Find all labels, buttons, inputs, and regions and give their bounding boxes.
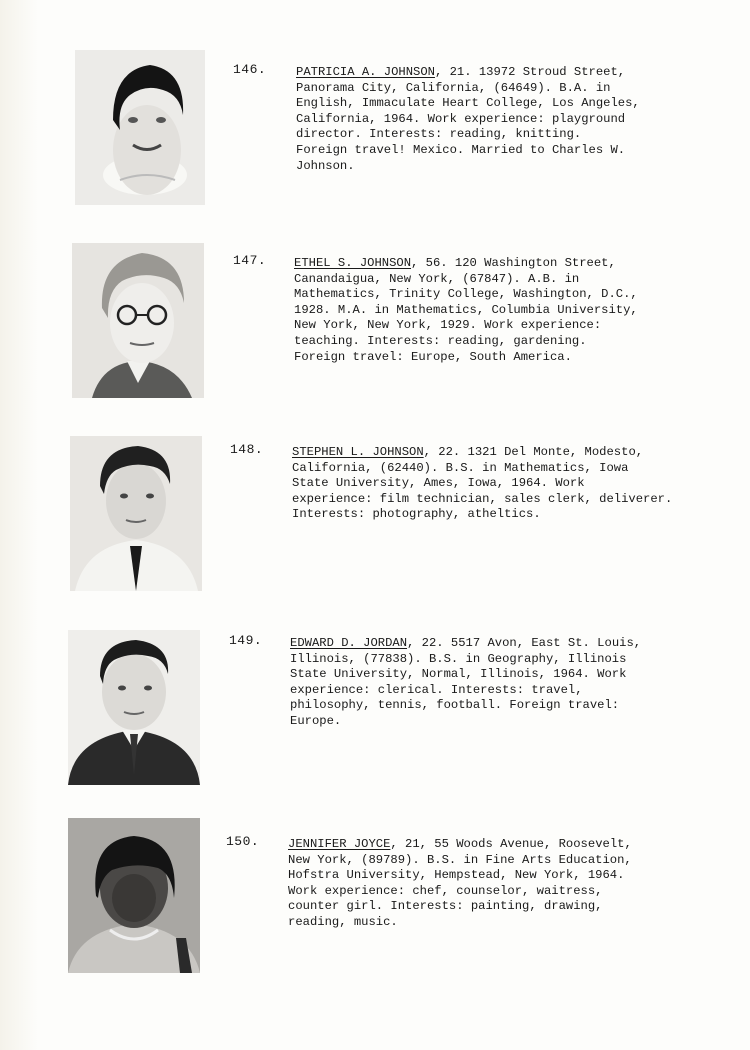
entry-number: 148. [230, 442, 264, 457]
entry-details: , 21. 13972 Stroud Street, Panorama City, California, (64649). B.A. in English, Immaculate Heart College, Los Angeles, California, 1964. Work experience: playground director. Interests: reading, knitting. Foreign travel! Mexico. Married to Charles W. Johnson. [296, 65, 640, 173]
entry-text [294, 256, 714, 365]
entry-text [296, 65, 716, 174]
page-edge [0, 0, 38, 1050]
entry-number: 149. [229, 633, 263, 648]
entry-number: 147. [233, 253, 267, 268]
portrait-photo-150 [68, 818, 200, 973]
entry-details: , 22. 1321 Del Monte, Modesto, California, (62440). B.S. in Mathematics, Iowa State University, Ames, Iowa, 1964. Work experience: film technician, sales clerk, deliverer. Interests: photography, atheltics. [292, 445, 673, 522]
entry-details: , 56. 120 Washington Street, Canandaigua, New York, (67847). A.B. in Mathematics, Trinity College, Washington, D.C., 1928. M.A. in Mathematics, Columbia University, New York, New York, 1929. Work experience: teaching. Interests: reading, gardening. Foreign travel: Europe, South America. [294, 256, 638, 364]
portrait-photo-149 [68, 630, 200, 785]
portrait-photo-146 [75, 50, 205, 205]
entry-number: 150. [226, 834, 260, 849]
portrait-photo-147 [72, 243, 204, 398]
entry-text [290, 636, 710, 730]
entry-name: ETHEL S. JOHNSON [294, 256, 412, 270]
entry-text [288, 837, 708, 931]
entry-name: STEPHEN L. JOHNSON [292, 445, 424, 459]
entry-text [292, 445, 712, 523]
entry-name: PATRICIA A. JOHNSON [296, 65, 435, 79]
entry-details: , 21, 55 Woods Avenue, Roosevelt, New York, (89789). B.S. in Fine Arts Education, Hofstra University, Hempstead, New York, 1964. Work experience: chef, counselor, waitress, counter girl. Interests: painting, drawing, reading, music. [288, 837, 632, 929]
portrait-photo-148 [70, 436, 202, 591]
entry-details: , 22. 5517 Avon, East St. Louis, Illinois, (77838). B.S. in Geography, Illinois State University, Normal, Illinois, 1964. Work experience: clerical. Interests: travel, philosophy, tennis, football. Foreign travel: Europe. [290, 636, 642, 728]
entry-number: 146. [233, 62, 267, 77]
entry-name: EDWARD D. JORDAN [290, 636, 408, 650]
entry-name: JENNIFER JOYCE [288, 837, 391, 851]
